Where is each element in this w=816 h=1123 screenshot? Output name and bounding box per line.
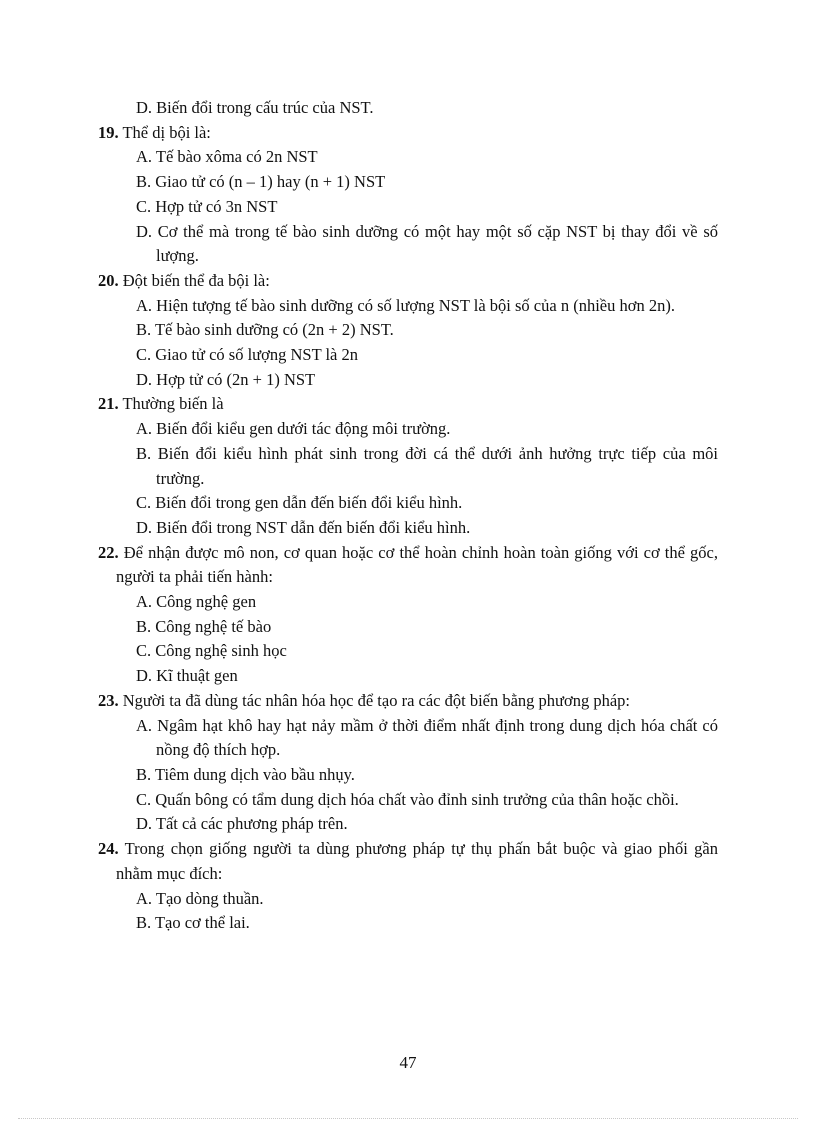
question-list [98, 96, 718, 936]
question-text: Trong chọn giống người ta dùng phương pháp tự thụ phấn bắt buộc và giao phối gần nhằm mục đích: [116, 839, 719, 883]
question-text: Người ta đã dùng tác nhân hóa học để tạo ra các đột biến bằng phương pháp: [122, 690, 631, 710]
answer-option: B. Tế bào sinh dưỡng có (2n + 2) NST. [136, 320, 394, 340]
question-text: Thể dị bội là: [122, 122, 211, 142]
footer-dotted-rule [18, 1118, 798, 1119]
lead-option: D. Biến đổi trong cấu trúc của NST. [136, 98, 374, 117]
answer-option: A. Tạo dòng thuần. [136, 888, 264, 908]
answer-option: B. Tạo cơ thể lai. [136, 913, 250, 933]
question-stem [98, 541, 718, 590]
answer-option: A. Ngâm hạt khô hay hạt nảy mầm ở thời điểm nhất định trong dung dịch hóa chất có nồng độ thích hợp. [136, 715, 718, 760]
answer-option: B. Công nghệ tế bào [136, 616, 272, 636]
answer-option: D. Hợp tử có (2n + 1) NST [136, 369, 316, 389]
answer-option: D. Tất cả các phương pháp trên. [136, 814, 348, 834]
answer-option: A. Hiện tượng tế bào sinh dưỡng có số lượng NST là bội số của n (nhiều hơn 2n). [136, 295, 675, 315]
question-stem [98, 392, 718, 417]
answer-option: D. Kĩ thuật gen [136, 666, 238, 686]
answer-option: B. Tiêm dung dịch vào bầu nhụy. [136, 764, 355, 784]
question-text: Đột biến thể đa bội là: [122, 270, 270, 290]
answer-option: C. Hợp tử có 3n NST [136, 196, 278, 216]
question-text: Thường biến là [122, 394, 224, 414]
question-number: 23. [98, 690, 119, 710]
answer-option: C. Giao tử có số lượng NST là 2n [136, 345, 359, 365]
answer-option: B. Biến đổi kiểu hình phát sinh trong đời cá thể dưới ảnh hưởng trực tiếp của môi trường. [136, 443, 718, 488]
page-number: 47 [399, 1053, 417, 1072]
answer-option: D. Biến đổi trong NST dẫn đến biến đổi kiểu hình. [136, 517, 471, 537]
answer-option: B. Giao tử có (n – 1) hay (n + 1) NST [136, 172, 386, 192]
answer-option: A. Tế bào xôma có 2n NST [136, 147, 318, 167]
answer-option: A. Biến đổi kiểu gen dưới tác động môi trường. [136, 419, 451, 439]
question-number: 19. [98, 122, 119, 142]
questions-container [98, 121, 718, 936]
question-number: 24. [98, 839, 119, 859]
question-number: 22. [98, 542, 119, 562]
answer-option: C. Công nghệ sinh học [136, 641, 287, 661]
answer-option: A. Công nghệ gen [136, 592, 257, 612]
question-stem [98, 837, 718, 886]
answer-option: D. Cơ thể mà trong tế bào sinh dưỡng có một hay một số cặp NST bị thay đổi về số lượng. [136, 221, 718, 266]
question-stem [98, 689, 718, 714]
question-text: Để nhận được mô non, cơ quan hoặc cơ thể hoàn chỉnh hoàn toàn giống với cơ thể gốc, người ta phải tiến hành: [116, 542, 718, 587]
answer-option: C. Biến đổi trong gen dẫn đến biến đổi kiểu hình. [136, 493, 463, 513]
question-stem [98, 269, 718, 294]
question-number: 20. [98, 270, 119, 290]
question-number: 21. [98, 394, 119, 414]
question-stem [98, 121, 718, 146]
answer-option: C. Quấn bông có tẩm dung dịch hóa chất vào đỉnh sinh trưởng của thân hoặc chồi. [136, 789, 679, 809]
